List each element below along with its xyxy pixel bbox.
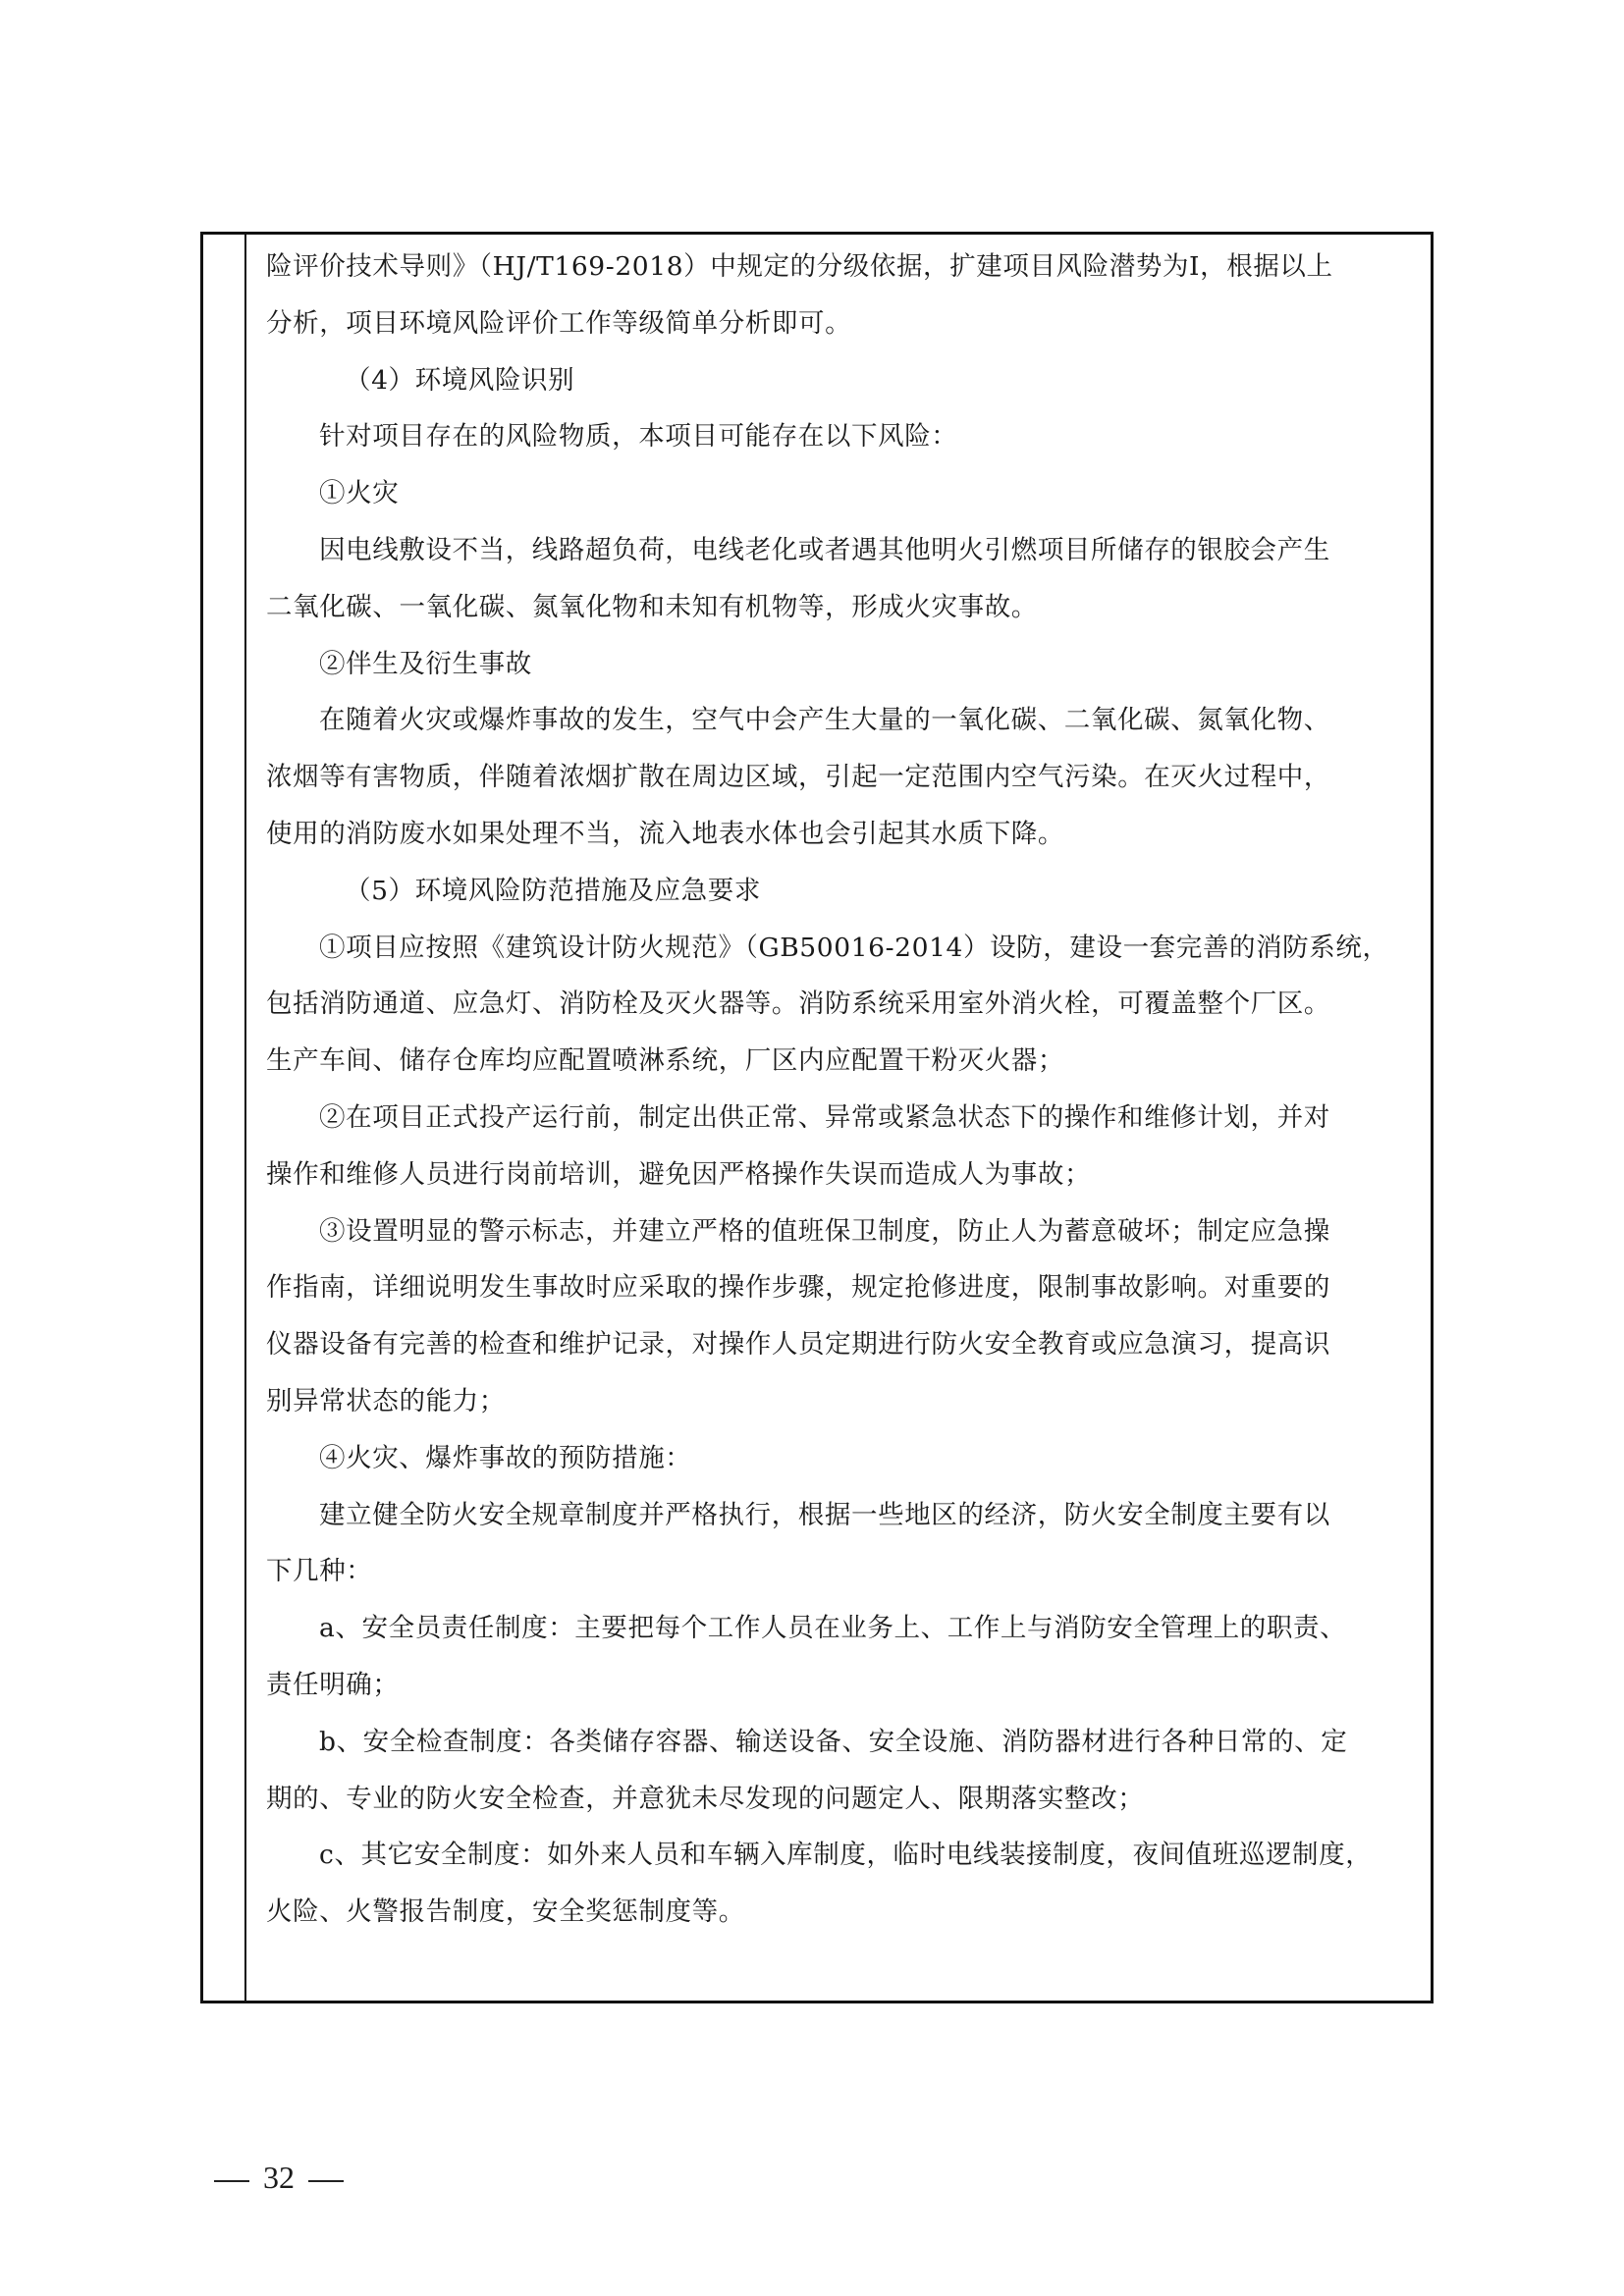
text-line: 针对项目存在的风险物质，本项目可能存在以下风险： [319,421,958,453]
page-footer [208,2160,350,2196]
subheading: ④火灾、爆炸事故的预防措施： [319,1442,692,1473]
footer-dash-right [308,2180,344,2182]
text-line: 分析，项目环境风险评价工作等级简单分析即可。 [266,307,852,339]
text-line: a、安全员责任制度：主要把每个工作人员在业务上、工作上与消防安全管理上的职责、 [319,1613,1347,1644]
text-line: 浓烟等有害物质，伴随着浓烟扩散在周边区域，引起一定范围内空气污染。在灭火过程中， [266,762,1330,793]
text-line: 责任明确； [266,1669,400,1700]
page-number: 32 [263,2160,295,2195]
text-line: 火险、火警报告制度，安全奖惩制度等。 [266,1896,745,1928]
text-line: b、安全检查制度：各类储存容器、输送设备、安全设施、消防器材进行各种日常的、定 [319,1726,1348,1757]
text-line: 包括消防通道、应急灯、消防栓及灭火器等。消防系统采用室外消火栓，可覆盖整个厂区。 [266,988,1330,1020]
text-line: ②在项目正式投产运行前，制定出供正常、异常或紧急状态下的操作和维修计划，并对 [319,1101,1330,1133]
text-line: 在随着火灾或爆炸事故的发生，空气中会产生大量的一氧化碳、二氧化碳、氮氧化物、 [319,705,1330,736]
text-line: ①项目应按照《建筑设计防火规范》（GB50016-2014）设防，建设一套完善的消防系统， [319,932,1389,963]
subheading: ②伴生及衍生事故 [319,648,532,679]
text-line: 下几种： [266,1556,373,1587]
text-line: 别异常状态的能力； [266,1385,506,1416]
footer-dash-left [214,2180,249,2182]
text-line: 因电线敷设不当，线路超负荷，电线老化或者遇其他明火引燃项目所储存的银胶会产生 [319,534,1330,565]
text-line: ③设置明显的警示标志，并建立严格的值班保卫制度，防止人为蓄意破坏；制定应急操 [319,1215,1330,1247]
text-line: 建立健全防火安全规章制度并严格执行，根据一些地区的经济，防火安全制度主要有以 [319,1499,1330,1530]
section-heading: （5）环境风险防范措施及应急要求 [345,875,761,906]
section-heading: （4）环境风险识别 [345,364,575,396]
content-table [200,232,1434,2003]
text-line: 仪器设备有完善的检查和维护记录，对操作人员定期进行防火安全教育或应急演习，提高识 [266,1329,1330,1361]
text-line: 期的、专业的防火安全检查，并意犹未尽发现的问题定人、限期落实整改； [266,1783,1145,1814]
text-line: 操作和维修人员进行岗前培训，避免因严格操作失误而造成人为事故； [266,1158,1092,1190]
text-line: 作指南，详细说明发生事故时应采取的操作步骤，规定抢修进度，限制事故影响。对重要的 [266,1272,1330,1304]
text-body [266,239,1421,1941]
text-line: 生产车间、储存仓库均应配置喷淋系统，厂区内应配置干粉灭火器； [266,1045,1064,1077]
subheading: ①火灾 [319,478,400,509]
text-line: 二氧化碳、一氧化碳、氮氧化物和未知有机物等，形成火灾事故。 [266,591,1038,622]
table-left-column [203,235,246,2001]
text-line: 使用的消防废水如果处理不当，流入地表水体也会引起其水质下降。 [266,818,1064,849]
text-line: c、其它安全制度：如外来人员和车辆入库制度，临时电线装接制度，夜间值班巡逻制度， [319,1840,1373,1871]
text-line: 险评价技术导则》（HJ/T169-2018）中规定的分级依据，扩建项目风险潜势为Ⅰ，根据以上 [266,251,1333,282]
